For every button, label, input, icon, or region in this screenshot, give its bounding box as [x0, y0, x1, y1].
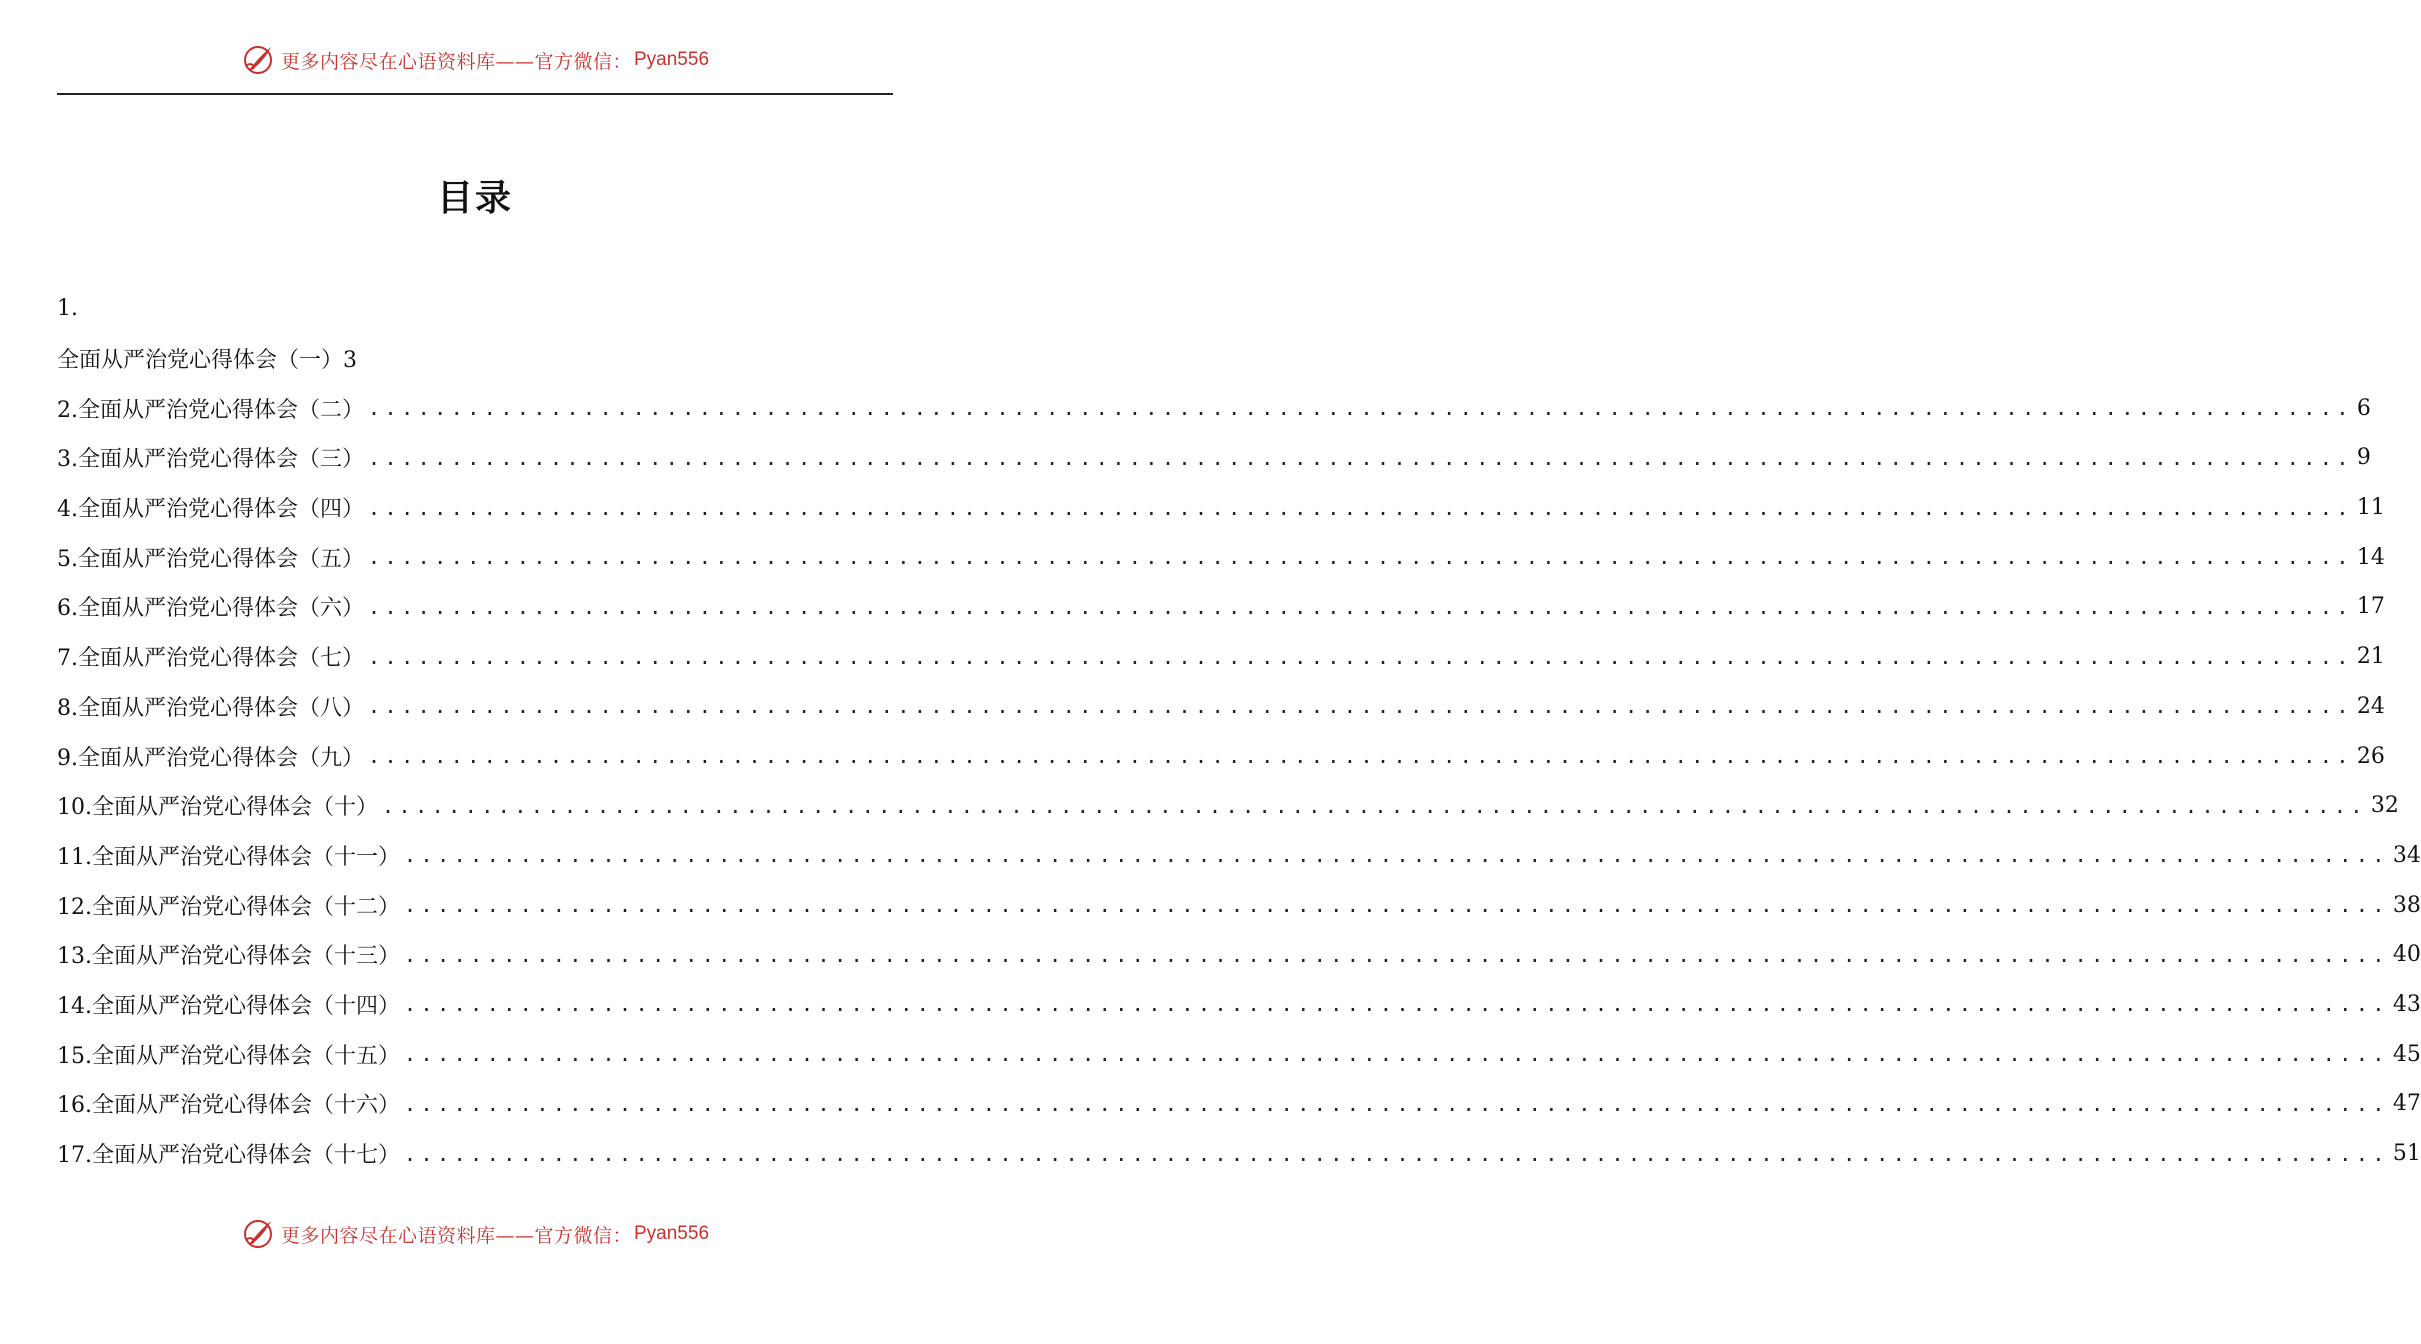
table-of-contents [57, 284, 2421, 1178]
toc-leader-dots: ........................................................................................................................ [404, 942, 2389, 967]
banner-wechat-account: Pyan556 [634, 49, 710, 70]
page-title: 目录 [436, 177, 513, 219]
toc-leader-dots: ........................................................................................................................ [368, 445, 2353, 470]
toc-entry-label: 8.全面从严治党心得体会（八） [57, 695, 364, 721]
toc-entry-label: 12.全面从严治党心得体会（十二） [57, 894, 400, 920]
banner-brand-text: 更多内容尽在心语资料库——官方微信： [280, 50, 632, 73]
toc-entry-page-number: 14 [2356, 544, 2385, 570]
toc-entry-page-number: 47 [2392, 1091, 2421, 1117]
toc-entry[interactable] [57, 1129, 2421, 1179]
toc-entry[interactable] [57, 483, 2385, 533]
toc-leader-dots: ........................................................................................................................ [404, 992, 2389, 1017]
toc-leader-dots: ........................................................................................................................ [404, 1141, 2389, 1166]
toc-leader-dots: ........................................................................................................................ [368, 396, 2353, 421]
toc-entry-label: 14.全面从严治党心得体会（十四） [57, 993, 400, 1019]
toc-entry[interactable] [57, 632, 2385, 682]
toc-entry[interactable] [57, 433, 2371, 483]
toc-entry-page-number: 21 [2356, 644, 2385, 670]
toc-entry[interactable] [57, 980, 2421, 1030]
toc-leader-dots: ........................................................................................................................ [404, 1042, 2389, 1067]
toc-entry-label: 9.全面从严治党心得体会（九） [57, 745, 364, 771]
toc-leader-dots: ........................................................................................................................ [368, 545, 2353, 570]
toc-entry-label: 3.全面从严治党心得体会（三） [57, 447, 364, 473]
toc-entry[interactable] [57, 731, 2385, 781]
toc-entry-page-number: 40 [2392, 942, 2421, 968]
toc-entry-page-number: 26 [2356, 743, 2385, 769]
toc-leader-dots: ........................................................................................................................ [368, 744, 2353, 769]
toc-leader-dots: ........................................................................................................................ [404, 893, 2389, 918]
toc-entry-label: 4.全面从严治党心得体会（四） [57, 497, 364, 523]
toc-entry-page-number: 24 [2356, 693, 2385, 719]
toc-entry[interactable] [57, 930, 2421, 980]
toc-entry-label: 16.全面从严治党心得体会（十六） [57, 1093, 400, 1119]
toc-entry-label: 10.全面从严治党心得体会（十） [57, 795, 378, 821]
toc-entry-page-number: 6 [2356, 395, 2371, 421]
toc-entry[interactable] [57, 880, 2421, 930]
toc-entry[interactable] [57, 383, 2371, 433]
toc-leader-dots: ........................................................................................................................ [368, 644, 2353, 669]
toc-leader-dots: ........................................................................................................................ [404, 843, 2389, 868]
toc-first-number[interactable] [57, 284, 893, 334]
footer-banner [0, 1214, 950, 1254]
toc-entry-label: 11.全面从严治党心得体会（十一） [57, 844, 400, 870]
toc-entry-page-number: 38 [2392, 892, 2421, 918]
toc-entry[interactable] [57, 682, 2385, 732]
toc-first-entry[interactable] [57, 334, 893, 384]
toc-leader-dots: ........................................................................................................................ [368, 694, 2353, 719]
toc-leader-dots: ........................................................................................................................ [368, 594, 2353, 619]
toc-entry[interactable] [57, 1029, 2421, 1079]
header-banner [0, 40, 950, 80]
toc-entry-page-number: 43 [2392, 991, 2421, 1017]
toc-entry[interactable] [57, 831, 2421, 881]
toc-entry-page-number: 17 [2356, 594, 2385, 620]
toc-entry-page-number: 9 [2356, 445, 2371, 471]
banner-brand-text: 更多内容尽在心语资料库——官方微信： [280, 1224, 632, 1247]
header-divider [57, 93, 893, 95]
toc-entry-label: 13.全面从严治党心得体会（十三） [57, 944, 400, 970]
toc-entry-label: 15.全面从严治党心得体会（十五） [57, 1043, 400, 1069]
toc-entry-page-number: 34 [2392, 842, 2421, 868]
toc-leader-dots: ........................................................................................................................ [382, 793, 2367, 818]
quill-pen-icon [241, 1217, 275, 1251]
banner-wechat-account: Pyan556 [634, 1223, 710, 1244]
toc-entry-label: 17.全面从严治党心得体会（十七） [57, 1143, 400, 1169]
toc-entry-label: 2.全面从严治党心得体会（二） [57, 397, 364, 423]
toc-entry[interactable] [57, 532, 2385, 582]
toc-entry[interactable] [57, 1079, 2421, 1129]
toc-entry-label: 7.全面从严治党心得体会（七） [57, 646, 364, 672]
toc-entry[interactable] [57, 582, 2385, 632]
toc-entry-page-number: 45 [2392, 1041, 2421, 1067]
toc-first-number-text: 1. [57, 296, 78, 322]
toc-first-entry-text: 全面从严治党心得体会（一）3 [57, 348, 357, 374]
toc-entry-page-number: 51 [2392, 1141, 2421, 1167]
toc-entry-label: 6.全面从严治党心得体会（六） [57, 596, 364, 622]
quill-pen-icon [241, 43, 275, 77]
toc-leader-dots: ........................................................................................................................ [404, 1091, 2389, 1116]
toc-entry[interactable] [57, 781, 2399, 831]
toc-entry-page-number: 32 [2370, 793, 2399, 819]
toc-entry-page-number: 11 [2356, 495, 2385, 521]
toc-entry-label: 5.全面从严治党心得体会（五） [57, 546, 364, 572]
toc-leader-dots: ........................................................................................................................ [368, 495, 2353, 520]
